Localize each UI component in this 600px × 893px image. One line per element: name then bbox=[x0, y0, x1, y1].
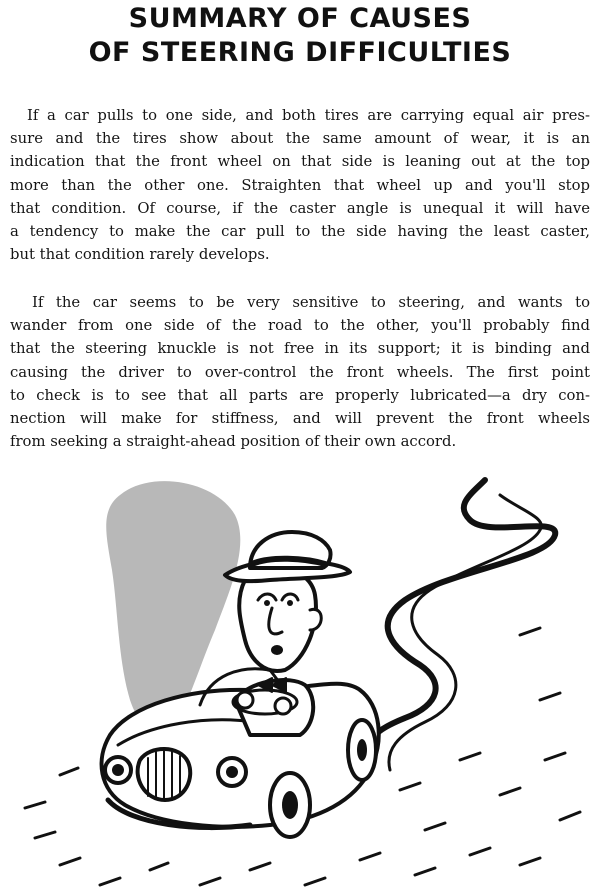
driver-head bbox=[239, 568, 316, 671]
paragraph-line: but that condition rarely develops. bbox=[10, 246, 270, 264]
paragraph-line: If a car pulls to one side, and both tires are carrying equal air pres- bbox=[27, 107, 590, 124]
road-tracks bbox=[368, 480, 555, 770]
paragraph-line: nection will make for stiffness, and will prevent the front wheels bbox=[10, 410, 590, 428]
paragraph-line: that the steering knuckle is not free in its support; it is binding and bbox=[10, 340, 590, 358]
paragraph-line: a tendency to make the car pull to the side having the least caster, bbox=[10, 223, 590, 241]
page-title bbox=[0, 2, 600, 70]
cartoon-driver-illustration bbox=[0, 460, 600, 893]
paragraph-line: more than the other one. Straighten that wheel up and you'll stop bbox=[10, 176, 590, 194]
paragraph-line: to check is to see that all parts are properly lubricated—a dry con- bbox=[10, 386, 590, 404]
paragraph-line: from seeking a straight-ahead position of their own accord. bbox=[10, 433, 457, 451]
paragraph-line: causing the driver to over-control the front wheels. The first point bbox=[10, 363, 590, 381]
paragraph-line: indication that the front wheel on that side is leaning out at the top bbox=[10, 153, 590, 171]
road-edge-upper bbox=[368, 480, 555, 760]
paragraph-line: wander from one side of the road to the other, you'll probably find bbox=[10, 317, 590, 335]
paragraph-sensitive-steering bbox=[10, 291, 590, 453]
paragraph-pulling-to-side bbox=[10, 104, 590, 266]
paragraph-line: that condition. Of course, if the caster angle is unequal it will have bbox=[10, 199, 590, 217]
paragraph-line: If the car seems to be very sensitive to steering, and wants to bbox=[32, 294, 590, 311]
title-line-1: SUMMARY OF CAUSES bbox=[128, 3, 472, 34]
title-line-2: OF STEERING DIFFICULTIES bbox=[88, 37, 512, 68]
road-edge-lower bbox=[389, 495, 541, 770]
paragraph-line: sure and the tires show about the same amount of wear, it is an bbox=[10, 130, 590, 148]
